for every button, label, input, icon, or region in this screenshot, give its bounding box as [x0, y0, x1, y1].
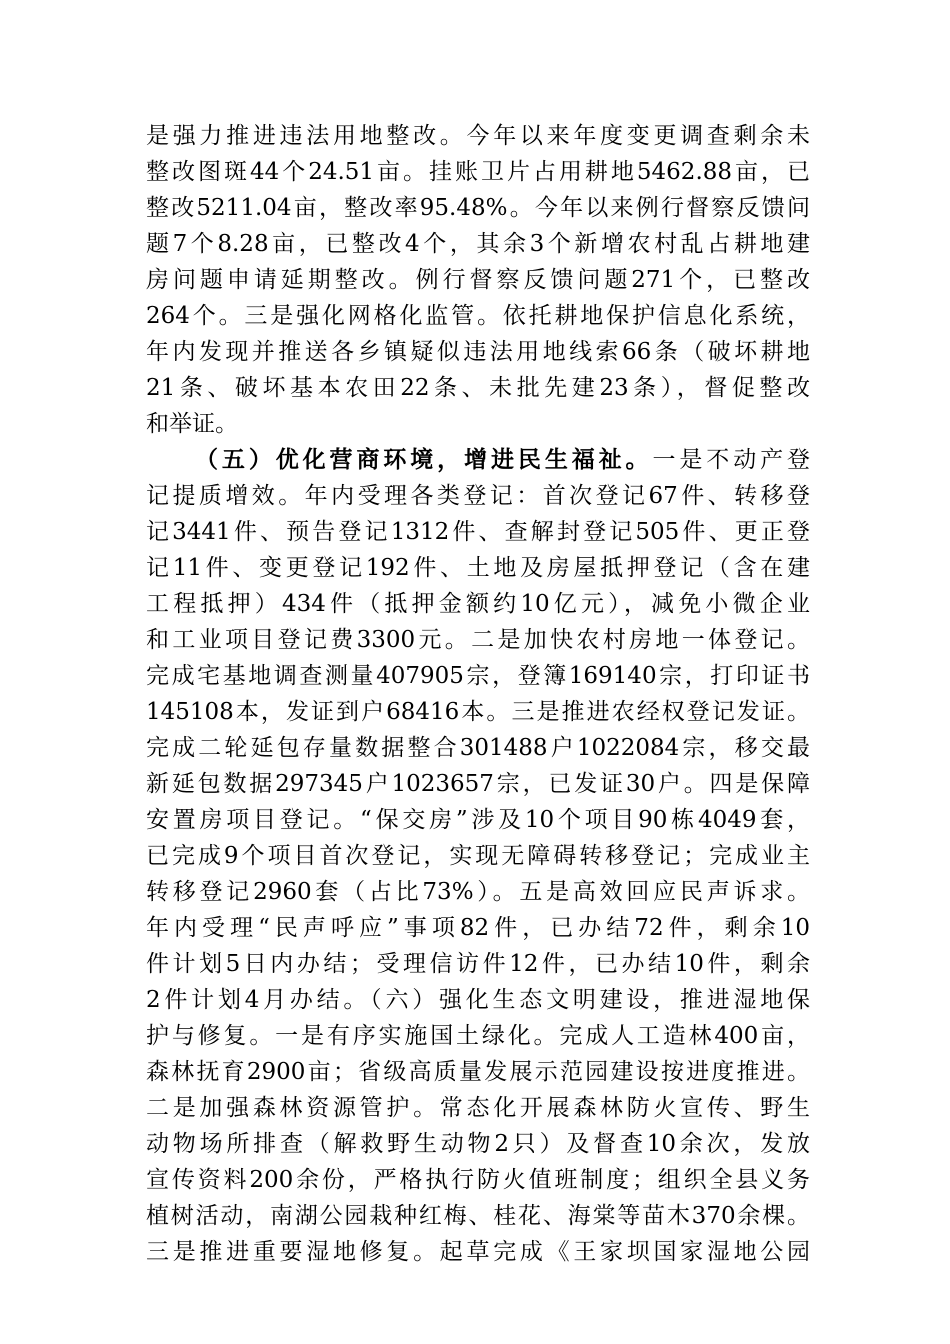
- text-line: 完成二轮延包存量数据整合301488户1022084宗，移交最: [146, 735, 810, 761]
- text-line: 21条、破坏基本农田22条、未批先建23条），督促整改: [146, 375, 810, 401]
- text-line: 整改图斑44个24.51亩。挂账卫片占用耕地5462.88亩，已: [146, 159, 810, 185]
- text-line: 植树活动，南湖公园栽种红梅、桂花、海棠等苗木370余棵。: [146, 1203, 810, 1229]
- text-line: 森林抚育2900亩；省级高质量发展示范园建设按进度推进。: [146, 1059, 810, 1085]
- text-line: 已完成9个项目首次登记，实现无障碍转移登记；完成业主: [146, 843, 810, 869]
- text-line: 新延包数据297345户1023657宗，已发证30户。四是保障: [146, 771, 810, 797]
- text-line: 记提质增效。年内受理各类登记：首次登记67件、转移登: [146, 483, 810, 509]
- text-line: 整改5211.04亩，整改率95.48%。今年以来例行督察反馈问: [146, 195, 810, 221]
- text-line: 宣传资料200余份，严格执行防火值班制度；组织全县义务: [146, 1167, 810, 1193]
- text-line: 三是推进重要湿地修复。起草完成《王家坝国家湿地公园: [146, 1239, 810, 1265]
- section-heading: （五）优化营商环境，增进民生福祉。: [195, 446, 653, 473]
- text-line: 护与修复。一是有序实施国土绿化。完成人工造林400亩，: [146, 1023, 810, 1049]
- text-line: 和工业项目登记费3300元。二是加快农村房地一体登记。: [146, 627, 810, 653]
- text-line: 年内受理“民声呼应”事项82件，已办结72件，剩余10: [146, 915, 810, 941]
- text-line: 房问题申请延期整改。例行督察反馈问题271个，已整改: [146, 267, 810, 293]
- text-line: 动物场所排查（解救野生动物2只）及督查10余次，发放: [146, 1131, 810, 1157]
- text-line: 件计划5日内办结；受理信访件12件，已办结10件，剩余: [146, 951, 810, 977]
- text-line: 完成宅基地调查测量407905宗，登簿169140宗，打印证书: [146, 663, 810, 689]
- text-line: 转移登记2960套（占比73%）。五是高效回应民声诉求。: [146, 879, 810, 905]
- text-line: 工程抵押）434件（抵押金额约10亿元），减免小微企业: [146, 591, 810, 617]
- text-line: 记11件、变更登记192件、土地及房屋抵押登记（含在建: [146, 555, 810, 581]
- text-line: 是强力推进违法用地整改。今年以来年度变更调查剩余未: [146, 123, 810, 149]
- text-line: 145108本，发证到户68416本。三是推进农经权登记发证。: [146, 699, 810, 725]
- text-line: 264个。三是强化网格化监管。依托耕地保护信息化系统，: [146, 303, 810, 329]
- section-heading-line: [195, 442, 810, 482]
- text-line: 和举证。: [146, 411, 238, 437]
- text-line: 2件计划4月办结。（六）强化生态文明建设，推进湿地保: [146, 987, 810, 1013]
- text-line: 二是加强森林资源管护。常态化开展森林防火宣传、野生: [146, 1095, 810, 1121]
- text-line: 记3441件、预告登记1312件、查解封登记505件、更正登: [146, 519, 810, 545]
- text-line: 题7个8.28亩，已整改4个，其余3个新增农村乱占耕地建: [146, 231, 810, 257]
- text-run: 一是不动产登: [652, 447, 811, 473]
- text-line: 安置房项目登记。“保交房”涉及10个项目90栋4049套，: [146, 807, 810, 833]
- text-line: 年内发现并推送各乡镇疑似违法用地线索66条（破坏耕地: [146, 339, 810, 365]
